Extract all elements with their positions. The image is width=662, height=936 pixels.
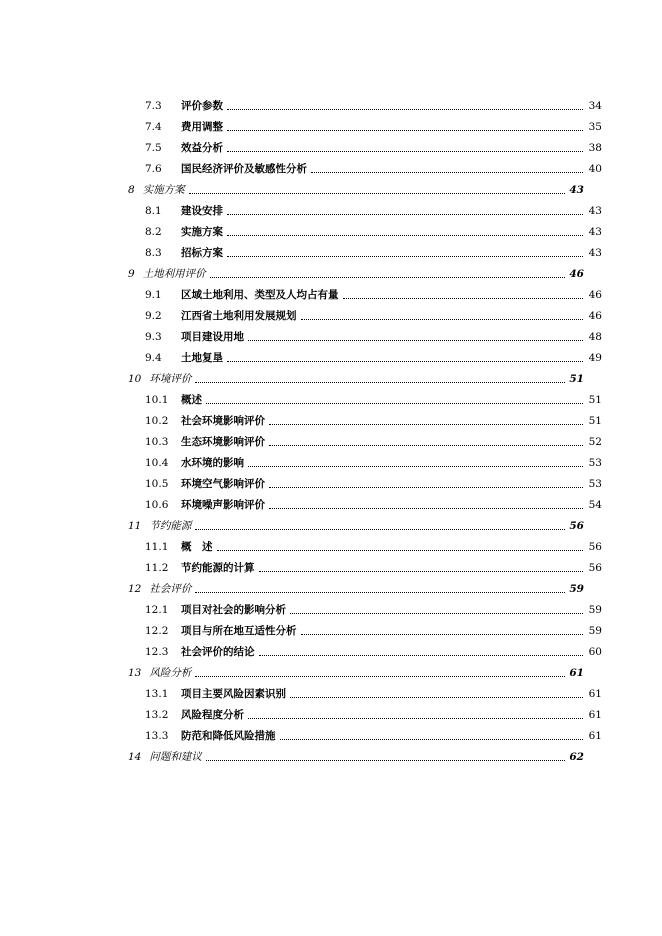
toc-entry-number: 10.5 xyxy=(145,478,169,490)
toc-entry-title: 实施方案 xyxy=(142,184,185,196)
toc-entry-number: 13.2 xyxy=(145,709,169,721)
toc-section-entry[interactable] xyxy=(0,470,662,491)
toc-section-entry[interactable] xyxy=(0,92,662,113)
toc-entry-page-number: 38 xyxy=(588,142,602,154)
toc-entry-title: 环境评价 xyxy=(149,373,192,385)
toc-section-entry[interactable] xyxy=(0,533,662,554)
toc-dot-leader xyxy=(189,192,565,194)
toc-entry-page-number: 56 xyxy=(569,520,584,532)
toc-dot-leader xyxy=(248,465,583,467)
toc-entry-title: 风险程度分析 xyxy=(181,709,244,721)
toc-entry-title: 项目与所在地互适性分析 xyxy=(181,625,297,637)
toc-entry-number: 9.1 xyxy=(145,289,162,301)
toc-dot-leader xyxy=(227,213,583,215)
toc-entry-title: 节约能源的计算 xyxy=(181,562,255,574)
toc-entry-number: 7.5 xyxy=(145,142,162,154)
toc-section-entry[interactable] xyxy=(0,323,662,344)
toc-entry-title: 防范和降低风险措施 xyxy=(181,730,276,742)
toc-entry-number: 8.1 xyxy=(145,205,162,217)
toc-dot-leader xyxy=(343,297,584,299)
toc-entry-page-number: 43 xyxy=(588,205,602,217)
toc-entry-page-number: 43 xyxy=(588,226,602,238)
toc-dot-leader xyxy=(206,759,565,761)
toc-dot-leader xyxy=(227,129,583,131)
toc-section-entry[interactable] xyxy=(0,701,662,722)
toc-entry-number: 10.2 xyxy=(145,415,169,427)
toc-entry-number: 13.3 xyxy=(145,730,169,742)
toc-entry-number: 10.1 xyxy=(145,394,169,406)
toc-entry-title: 项目主要风险因素识别 xyxy=(181,688,286,700)
toc-entry-page-number: 59 xyxy=(588,604,602,616)
toc-entry-number: 9 xyxy=(128,268,135,280)
toc-section-entry[interactable] xyxy=(0,281,662,302)
toc-entry-number: 7.3 xyxy=(145,100,162,112)
toc-section-entry[interactable] xyxy=(0,491,662,512)
toc-dot-leader xyxy=(290,612,583,614)
toc-entry-page-number: 46 xyxy=(588,310,602,322)
toc-entry-page-number: 34 xyxy=(588,100,602,112)
toc-entry-title: 评价参数 xyxy=(181,100,223,112)
toc-chapter-entry[interactable] xyxy=(0,260,662,281)
toc-entry-title: 节约能源 xyxy=(149,520,192,532)
toc-section-entry[interactable] xyxy=(0,554,662,575)
toc-entry-page-number: 54 xyxy=(588,499,602,511)
toc-dot-leader xyxy=(210,276,565,278)
toc-entry-number: 7.4 xyxy=(145,121,162,133)
toc-section-entry[interactable] xyxy=(0,407,662,428)
toc-entry-number: 9.3 xyxy=(145,331,162,343)
toc-entry-title: 环境噪声影响评价 xyxy=(181,499,265,511)
toc-dot-leader xyxy=(301,633,584,635)
toc-section-entry[interactable] xyxy=(0,680,662,701)
toc-dot-leader xyxy=(269,423,583,425)
toc-dot-leader xyxy=(248,339,583,341)
toc-chapter-entry[interactable] xyxy=(0,176,662,197)
toc-entry-title: 效益分析 xyxy=(181,142,223,154)
toc-entry-page-number: 59 xyxy=(569,583,584,595)
toc-chapter-entry[interactable] xyxy=(0,512,662,533)
toc-entry-number: 8.3 xyxy=(145,247,162,259)
toc-section-entry[interactable] xyxy=(0,239,662,260)
toc-section-entry[interactable] xyxy=(0,113,662,134)
toc-entry-title: 社会评价 xyxy=(149,583,192,595)
toc-entry-page-number: 56 xyxy=(588,541,602,553)
toc-chapter-entry[interactable] xyxy=(0,659,662,680)
toc-entry-number: 7.6 xyxy=(145,163,162,175)
toc-entry-number: 11.1 xyxy=(145,541,169,553)
toc-entry-number: 12.3 xyxy=(145,646,169,658)
toc-entry-title: 实施方案 xyxy=(181,226,223,238)
toc-entry-title: 社会环境影响评价 xyxy=(181,415,265,427)
toc-section-entry[interactable] xyxy=(0,302,662,323)
toc-entry-title: 土地利用评价 xyxy=(142,268,206,280)
toc-dot-leader xyxy=(195,675,565,677)
toc-section-entry[interactable] xyxy=(0,617,662,638)
toc-section-entry[interactable] xyxy=(0,638,662,659)
toc-section-entry[interactable] xyxy=(0,596,662,617)
toc-dot-leader xyxy=(301,318,584,320)
toc-entry-title: 概 述 xyxy=(181,541,213,553)
toc-dot-leader xyxy=(280,738,584,740)
toc-entry-number: 8 xyxy=(128,184,135,196)
toc-entry-title: 环境空气影响评价 xyxy=(181,478,265,490)
toc-entry-page-number: 49 xyxy=(588,352,602,364)
toc-dot-leader xyxy=(227,234,583,236)
toc-dot-leader xyxy=(195,381,565,383)
toc-section-entry[interactable] xyxy=(0,155,662,176)
toc-entry-title: 社会评价的结论 xyxy=(181,646,255,658)
toc-entry-number: 9.2 xyxy=(145,310,162,322)
table-of-contents xyxy=(0,92,662,764)
toc-entry-page-number: 43 xyxy=(569,184,584,196)
toc-entry-number: 13 xyxy=(128,667,142,679)
toc-entry-page-number: 61 xyxy=(588,730,602,742)
toc-section-entry[interactable] xyxy=(0,722,662,743)
toc-section-entry[interactable] xyxy=(0,344,662,365)
toc-entry-title: 国民经济评价及敏感性分析 xyxy=(181,163,307,175)
toc-dot-leader xyxy=(311,171,583,173)
toc-entry-number: 12.2 xyxy=(145,625,169,637)
toc-entry-page-number: 53 xyxy=(588,457,602,469)
toc-section-entry[interactable] xyxy=(0,386,662,407)
toc-section-entry[interactable] xyxy=(0,218,662,239)
toc-entry-page-number: 43 xyxy=(588,247,602,259)
toc-dot-leader xyxy=(290,696,583,698)
toc-entry-title: 建设安排 xyxy=(181,205,223,217)
toc-entry-title: 水环境的影响 xyxy=(181,457,244,469)
toc-entry-title: 招标方案 xyxy=(181,247,223,259)
toc-dot-leader xyxy=(195,591,565,593)
toc-dot-leader xyxy=(227,255,583,257)
toc-entry-number: 11.2 xyxy=(145,562,169,574)
toc-chapter-entry[interactable] xyxy=(0,575,662,596)
toc-entry-title: 概述 xyxy=(181,394,202,406)
toc-entry-number: 11 xyxy=(128,520,142,532)
toc-dot-leader xyxy=(269,444,583,446)
toc-entry-title: 江西省土地利用发展规划 xyxy=(181,310,297,322)
toc-entry-number: 12 xyxy=(128,583,142,595)
toc-entry-number: 13.1 xyxy=(145,688,169,700)
toc-entry-page-number: 52 xyxy=(588,436,602,448)
toc-entry-page-number: 60 xyxy=(588,646,602,658)
toc-entry-title: 风险分析 xyxy=(149,667,192,679)
toc-entry-page-number: 46 xyxy=(569,268,584,280)
toc-chapter-entry[interactable] xyxy=(0,743,662,764)
toc-entry-page-number: 61 xyxy=(588,709,602,721)
toc-entry-page-number: 61 xyxy=(588,688,602,700)
toc-entry-title: 项目对社会的影响分析 xyxy=(181,604,286,616)
toc-entry-page-number: 40 xyxy=(588,163,602,175)
toc-section-entry[interactable] xyxy=(0,449,662,470)
toc-chapter-entry[interactable] xyxy=(0,365,662,386)
toc-dot-leader xyxy=(269,507,583,509)
toc-dot-leader xyxy=(259,570,584,572)
toc-entry-page-number: 56 xyxy=(588,562,602,574)
toc-dot-leader xyxy=(227,360,583,362)
toc-entry-page-number: 51 xyxy=(588,394,602,406)
toc-entry-page-number: 59 xyxy=(588,625,602,637)
toc-entry-number: 10.4 xyxy=(145,457,169,469)
toc-entry-page-number: 48 xyxy=(588,331,602,343)
toc-entry-number: 9.4 xyxy=(145,352,162,364)
toc-dot-leader xyxy=(227,108,583,110)
toc-dot-leader xyxy=(269,486,583,488)
toc-entry-page-number: 51 xyxy=(569,373,584,385)
toc-dot-leader xyxy=(259,654,584,656)
toc-entry-title: 问题和建议 xyxy=(149,751,202,763)
toc-entry-page-number: 53 xyxy=(588,478,602,490)
toc-entry-title: 生态环境影响评价 xyxy=(181,436,265,448)
toc-entry-number: 10.6 xyxy=(145,499,169,511)
toc-entry-number: 10.3 xyxy=(145,436,169,448)
toc-section-entry[interactable] xyxy=(0,428,662,449)
toc-section-entry[interactable] xyxy=(0,134,662,155)
toc-entry-title: 项目建设用地 xyxy=(181,331,244,343)
toc-dot-leader xyxy=(206,402,583,404)
toc-section-entry[interactable] xyxy=(0,197,662,218)
toc-dot-leader xyxy=(248,717,583,719)
toc-entry-number: 14 xyxy=(128,751,142,763)
toc-entry-page-number: 62 xyxy=(569,751,584,763)
toc-entry-number: 12.1 xyxy=(145,604,169,616)
toc-entry-title: 区域土地利用、类型及人均占有量 xyxy=(181,289,339,301)
toc-entry-page-number: 35 xyxy=(588,121,602,133)
toc-dot-leader xyxy=(227,150,583,152)
toc-entry-page-number: 51 xyxy=(588,415,602,427)
toc-entry-number: 8.2 xyxy=(145,226,162,238)
toc-entry-page-number: 61 xyxy=(569,667,584,679)
toc-entry-title: 费用调整 xyxy=(181,121,223,133)
toc-entry-title: 土地复垦 xyxy=(181,352,223,364)
toc-entry-number: 10 xyxy=(128,373,142,385)
toc-dot-leader xyxy=(195,528,565,530)
toc-dot-leader xyxy=(217,549,584,551)
toc-entry-page-number: 46 xyxy=(588,289,602,301)
